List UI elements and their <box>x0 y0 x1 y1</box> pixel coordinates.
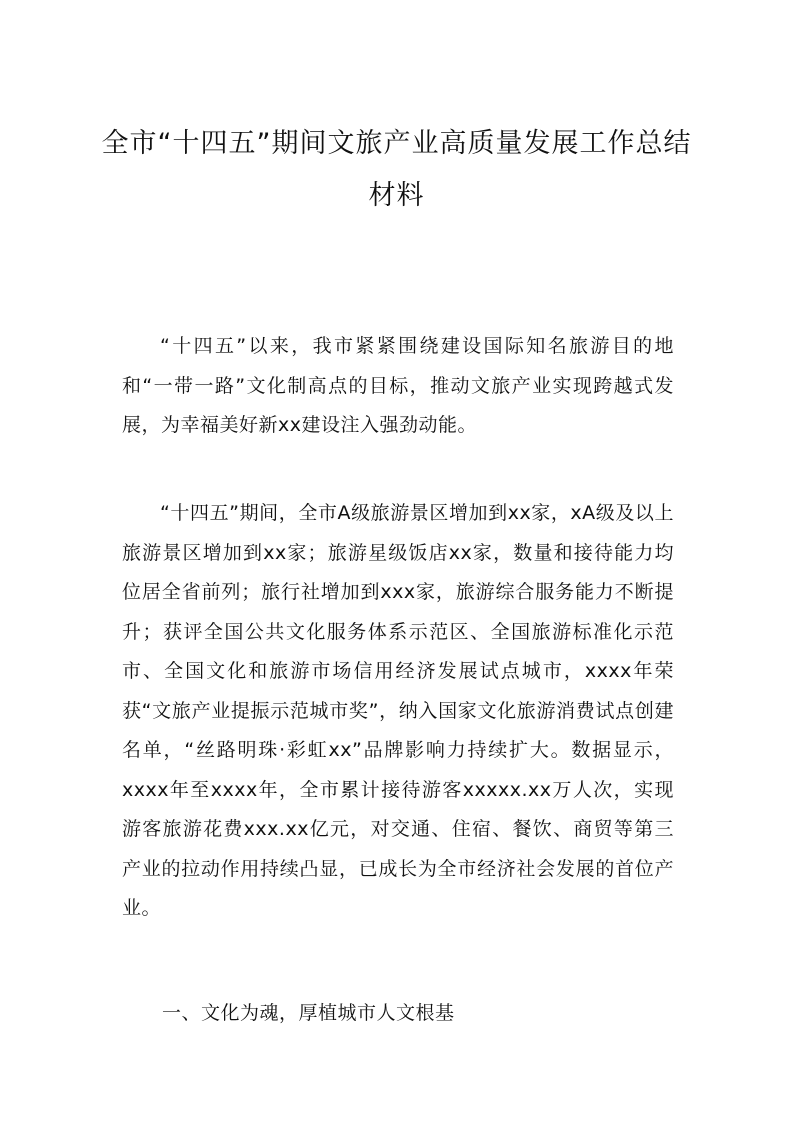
achievements-paragraph: “十四五”期间，全市A级旅游景区增加到xx家，xA级及以上旅游景区增加到xx家；旅游星级饭店xx家，数量和接待能力均位居全省前列；旅行社增加到xxx家，旅游综合服务能力不断提升；获评全国公共文化服务体系示范区、全国旅游标准化示范市、全国文化和旅游市场信用经济发展试点城市，xxxx年荣获“文旅产业提振示范城市奖”，纳入国家文化旅游消费试点创建名单，“丝路明珠·彩虹xx”品牌影响力持续扩大。数据显示，xxxx年至xxxx年，全市累计接待游客xxxxx.xx万人次，实现游客旅游花费xxx.xx亿元，对交通、住宿、餐饮、商贸等第三产业的拉动作用持续凸显，已成长为全市经济社会发展的首位产业。 <box>122 502 674 919</box>
intro-paragraph: “十四五”以来，我市紧紧围绕建设国际知名旅游目的地和“一带一路”文化制高点的目标，推动文旅产业实现跨越式发展，为幸福美好新xx建设注入强劲动能。 <box>122 335 674 436</box>
document-title: 全市“十四五”期间文旅产业高质量发展工作总结材料 <box>101 128 692 211</box>
section-heading: 一、文化为魂，厚植城市人文根基 <box>162 1002 455 1024</box>
